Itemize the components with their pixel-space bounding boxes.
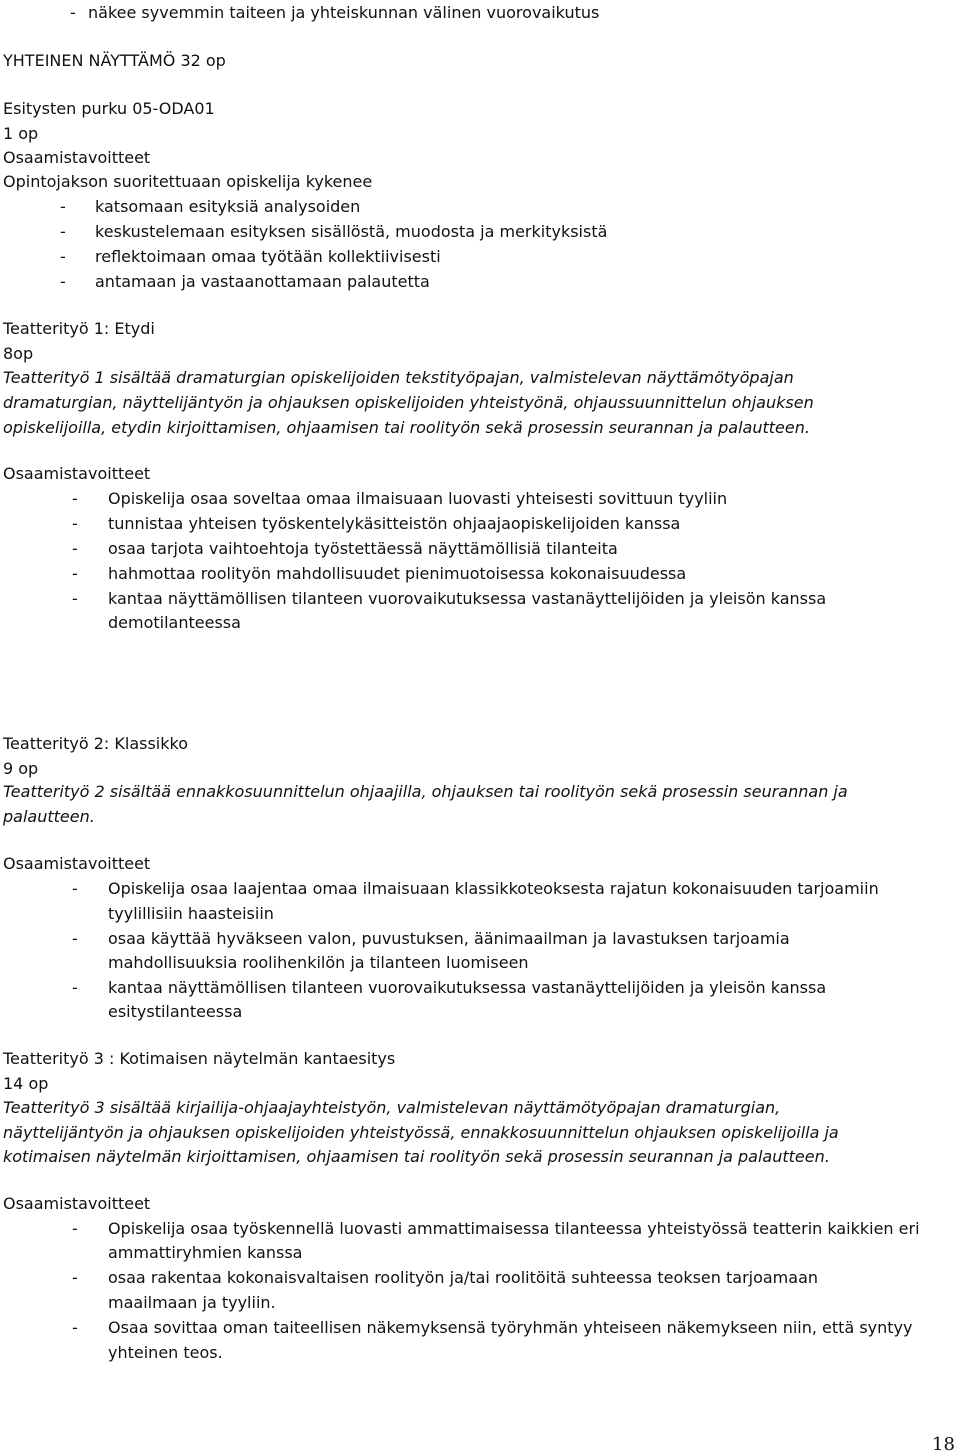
list-dash: -: [72, 564, 78, 583]
list-item-continuation: yhteinen teos.: [108, 1343, 223, 1362]
course-credits: 1 op: [3, 124, 39, 143]
list-dash: -: [72, 514, 78, 533]
list-item: osaa tarjota vaihtoehtoja työstettäessä näyttämöllisiä tilanteita: [108, 539, 618, 558]
outcomes-label: Osaamistavoitteet: [3, 854, 151, 873]
list-item: keskustelemaan esityksen sisällöstä, muodosta ja merkityksistä: [95, 222, 608, 241]
list-dash: -: [70, 3, 76, 22]
list-dash: -: [72, 978, 78, 997]
list-dash: -: [72, 1219, 78, 1238]
list-item-continuation: maailmaan ja tyyliin.: [108, 1293, 276, 1312]
outcomes-lead: Opintojakson suoritettuaan opiskelija kykenee: [3, 172, 373, 191]
list-item: antamaan ja vastaanottamaan palautetta: [95, 272, 430, 291]
course-credits: 14 op: [3, 1074, 49, 1093]
list-item: Osaa sovittaa oman taiteellisen näkemyksensä työryhmän yhteiseen näkemykseen niin, että syntyy: [108, 1318, 913, 1337]
list-dash: -: [60, 272, 66, 291]
course-title: Esitysten purku 05-ODA01: [3, 99, 215, 118]
outcomes-label: Osaamistavoitteet: [3, 1194, 151, 1213]
course-description-line: opiskelijoilla, etydin kirjoittamisen, ohjaamisen tai roolityön sekä prosessin seurannan ja palautteen.: [3, 418, 810, 437]
list-dash: -: [72, 1318, 78, 1337]
page-number: 18: [932, 1434, 955, 1455]
list-item: Opiskelija osaa soveltaa omaa ilmaisuaan luovasti yhteisesti sovittuun tyyliin: [108, 489, 728, 508]
list-dash: -: [72, 589, 78, 608]
list-item-continuation: ammattiryhmien kanssa: [108, 1243, 303, 1262]
list-item: kantaa näyttämöllisen tilanteen vuorovaikutuksessa vastanäyttelijöiden ja yleisön kanssa: [108, 589, 827, 608]
list-dash: -: [72, 539, 78, 558]
course-description-line: Teatterityö 1 sisältää dramaturgian opiskelijoiden tekstityöpajan, valmistelevan näyttämötyöpajan: [3, 368, 794, 387]
list-item-continuation: tyylillisiin haasteisiin: [108, 904, 274, 923]
list-item-continuation: demotilanteessa: [108, 613, 241, 632]
list-item: osaa rakentaa kokonaisvaltaisen roolityön ja/tai roolitöitä suhteessa teoksen tarjoamaan: [108, 1268, 819, 1287]
list-item: Opiskelija osaa työskennellä luovasti ammattimaisessa tilanteessa yhteistyössä teatterin kaikkien eri: [108, 1219, 920, 1238]
intro-item: näkee syvemmin taiteen ja yhteiskunnan välinen vuorovaikutus: [88, 3, 600, 22]
section-title: YHTEINEN NÄYTTÄMÖ 32 op: [3, 51, 226, 70]
course-description-line: näyttelijäntyön ja ohjauksen opiskelijoiden yhteistyössä, ennakkosuunnittelun ohjauksen opiskelijoilla ja: [3, 1123, 839, 1142]
list-dash: -: [60, 247, 66, 266]
list-item: osaa käyttää hyväkseen valon, puvustuksen, äänimaailman ja lavastuksen tarjoamia: [108, 929, 790, 948]
course-title: Teatterityö 2: Klassikko: [3, 734, 188, 753]
list-item: katsomaan esityksiä analysoiden: [95, 197, 361, 216]
course-description-line: palautteen.: [3, 807, 95, 826]
list-item: reflektoimaan omaa työtään kollektiivisesti: [95, 247, 441, 266]
course-description-line: dramaturgian, näyttelijäntyön ja ohjauksen opiskelijoiden yhteistyönä, ohjaussuunnittelun ohjauksen: [3, 393, 814, 412]
list-dash: -: [72, 929, 78, 948]
list-item: tunnistaa yhteisen työskentelykäsitteistön ohjaajaopiskelijoiden kanssa: [108, 514, 681, 533]
list-dash: -: [72, 879, 78, 898]
list-dash: -: [60, 197, 66, 216]
course-description-line: kotimaisen näytelmän kirjoittamisen, ohjaamisen tai roolityön sekä prosessin seurannan ja palautteen.: [3, 1147, 830, 1166]
course-title: Teatterityö 3 : Kotimaisen näytelmän kantaesitys: [3, 1049, 396, 1068]
outcomes-label: Osaamistavoitteet: [3, 464, 151, 483]
list-item-continuation: mahdollisuuksia roolihenkilön ja tilanteen luomiseen: [108, 953, 529, 972]
list-dash: -: [72, 489, 78, 508]
list-item: hahmottaa roolityön mahdollisuudet pienimuotoisessa kokonaisuudessa: [108, 564, 687, 583]
course-credits: 9 op: [3, 759, 39, 778]
course-description-line: Teatterityö 2 sisältää ennakkosuunnittelun ohjaajilla, ohjauksen tai roolityön sekä prosessin seurannan ja: [3, 782, 848, 801]
course-description-line: Teatterityö 3 sisältää kirjailija-ohjaajayhteistyön, valmistelevan näyttämötyöpajan dramaturgian,: [3, 1098, 781, 1117]
list-item: kantaa näyttämöllisen tilanteen vuorovaikutuksessa vastanäyttelijöiden ja yleisön kanssa: [108, 978, 827, 997]
list-item-continuation: esitystilanteessa: [108, 1002, 243, 1021]
list-dash: -: [60, 222, 66, 241]
course-title: Teatterityö 1: Etydi: [3, 319, 155, 338]
course-credits: 8op: [3, 344, 34, 363]
list-item: Opiskelija osaa laajentaa omaa ilmaisuaan klassikkoteoksesta rajatun kokonaisuuden tarjoamiin: [108, 879, 879, 898]
list-dash: -: [72, 1268, 78, 1287]
outcomes-label: Osaamistavoitteet: [3, 148, 151, 167]
